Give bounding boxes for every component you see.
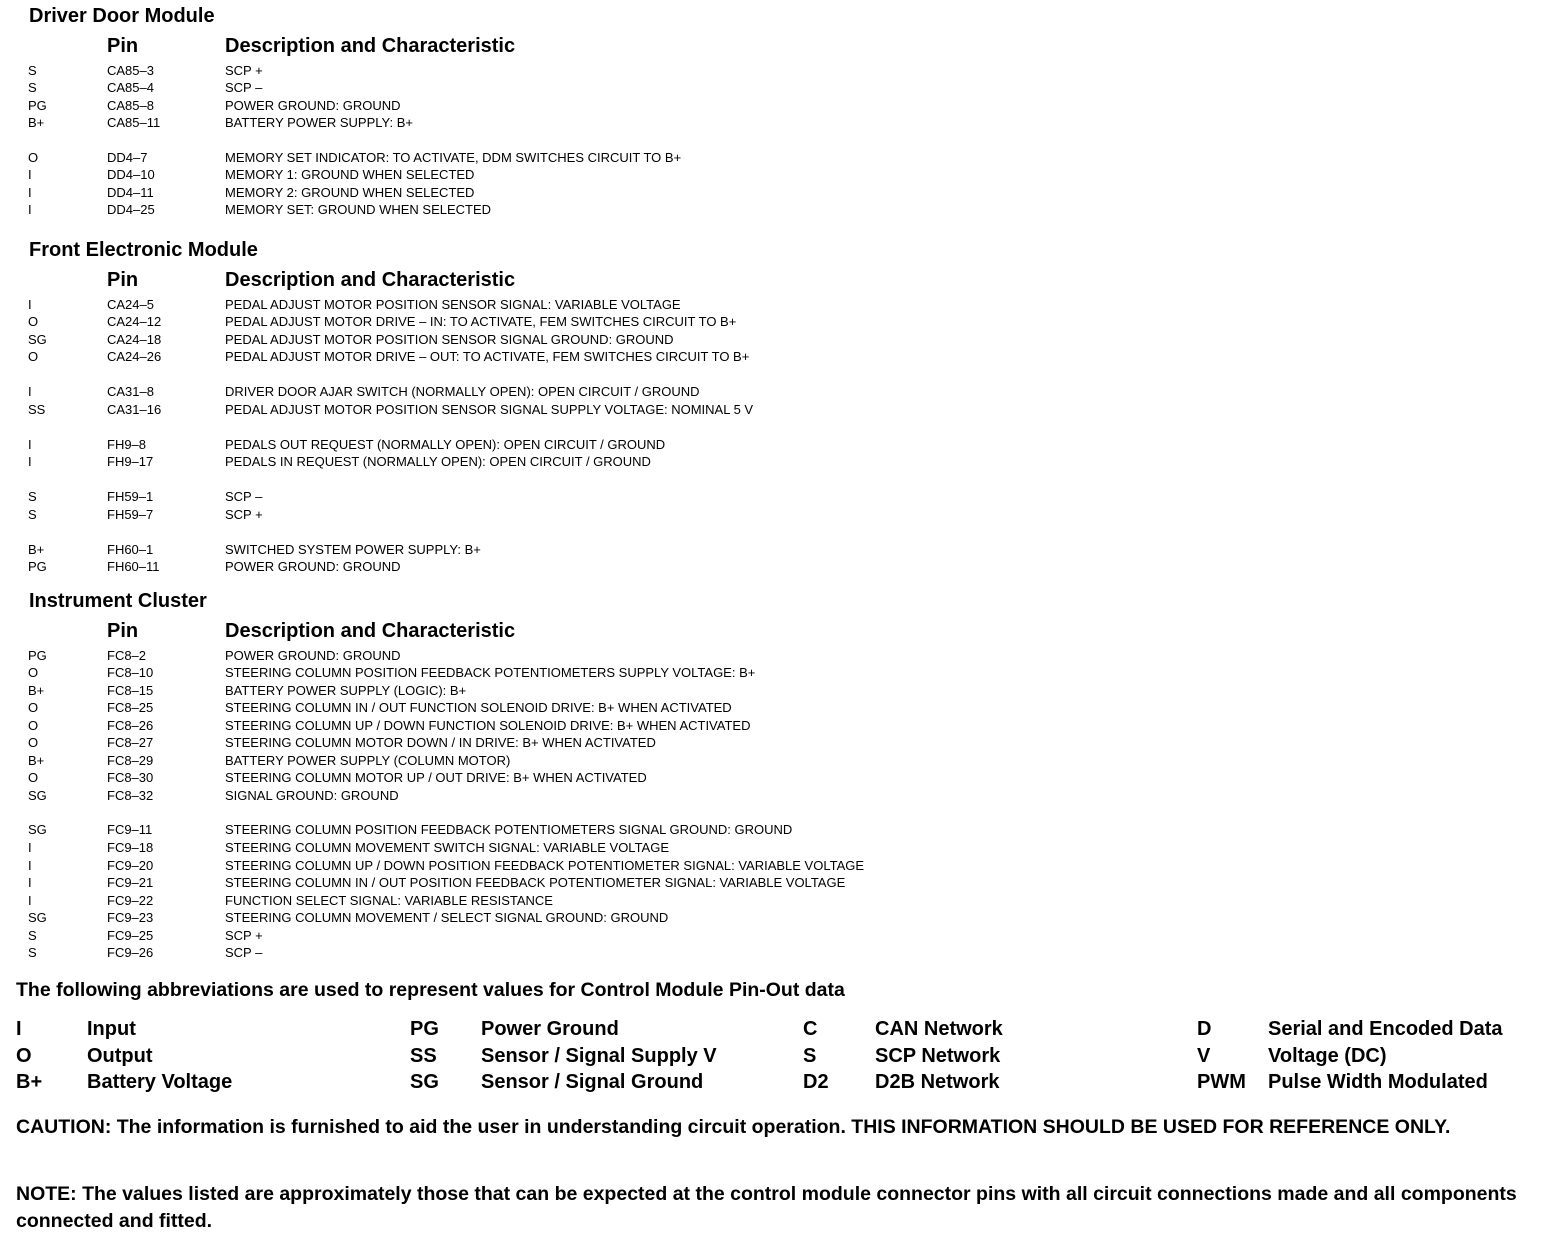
pin-id: DD4–7 <box>107 150 148 165</box>
column-header-pin: Pin <box>107 620 139 642</box>
pin-description: STEERING COLUMN POSITION FEEDBACK POTENTIOMETERS SUPPLY VOLTAGE: B+ <box>225 665 756 680</box>
pin-description: POWER GROUND: GROUND <box>225 648 401 663</box>
pin-id: DD4–10 <box>107 167 155 182</box>
caution-text: CAUTION: The information is furnished to aid the user in understanding circuit operation. THIS INFORMATION SHOULD BE USED FOR REFERENCE ONLY. <box>16 1116 1451 1138</box>
pin-id: FC9–22 <box>107 893 154 908</box>
abbreviation-meaning: Pulse Width Modulated <box>1268 1071 1488 1093</box>
pin-description: SCP + <box>225 507 263 522</box>
pin-id: CA85–8 <box>107 98 154 113</box>
abbreviation-meaning: Battery Voltage <box>87 1071 233 1093</box>
pin-description: SCP – <box>225 945 263 960</box>
pin-id: FC8–2 <box>107 648 147 663</box>
abbreviation-meaning: Power Ground <box>481 1018 619 1040</box>
pin-type-code: I <box>28 875 32 890</box>
abbreviation-meaning: Input <box>87 1018 136 1040</box>
pin-description: STEERING COLUMN MOTOR DOWN / IN DRIVE: B+ WHEN ACTIVATED <box>225 735 656 750</box>
pin-id: FH9–17 <box>107 454 154 469</box>
abbreviation-code: PWM <box>1197 1071 1246 1093</box>
pin-type-code: O <box>28 735 39 750</box>
pin-type-code: I <box>28 297 32 312</box>
abbreviation-code: SS <box>410 1045 437 1067</box>
pin-description: SCP – <box>225 489 263 504</box>
pin-type-code: I <box>28 202 32 217</box>
pin-type-code: SG <box>28 822 47 837</box>
pin-type-code: B+ <box>28 115 45 130</box>
pin-type-code: B+ <box>28 683 45 698</box>
pin-type-code: I <box>28 893 32 908</box>
pin-description: MEMORY SET: GROUND WHEN SELECTED <box>225 202 492 217</box>
pin-description: SWITCHED SYSTEM POWER SUPPLY: B+ <box>225 542 481 557</box>
abbreviation-meaning: D2B Network <box>875 1071 1000 1093</box>
section-title-instrument-cluster: Instrument Cluster <box>29 590 207 612</box>
pin-type-code: PG <box>28 98 47 113</box>
pin-id: CA24–18 <box>107 332 162 347</box>
pin-type-code: I <box>28 858 32 873</box>
pin-type-code: SG <box>28 910 47 925</box>
pin-type-code: I <box>28 437 32 452</box>
abbreviation-meaning: Serial and Encoded Data <box>1268 1018 1503 1040</box>
pin-description: STEERING COLUMN IN / OUT FUNCTION SOLENOID DRIVE: B+ WHEN ACTIVATED <box>225 700 732 715</box>
pin-id: FC9–23 <box>107 910 154 925</box>
pin-description: PEDAL ADJUST MOTOR POSITION SENSOR SIGNAL SUPPLY VOLTAGE: NOMINAL 5 V <box>225 402 754 417</box>
pin-description: MEMORY SET INDICATOR: TO ACTIVATE, DDM SWITCHES CIRCUIT TO B+ <box>225 150 682 165</box>
pin-id: CA85–4 <box>107 80 154 95</box>
pin-description: STEERING COLUMN MOTOR UP / OUT DRIVE: B+ WHEN ACTIVATED <box>225 770 647 785</box>
pin-description: STEERING COLUMN UP / DOWN POSITION FEEDBACK POTENTIOMETER SIGNAL: VARIABLE VOLTAGE <box>225 858 865 873</box>
pin-type-code: PG <box>28 559 47 574</box>
pin-type-code: PG <box>28 648 47 663</box>
abbreviation-meaning: CAN Network <box>875 1018 1003 1040</box>
pin-id: CA24–26 <box>107 349 162 364</box>
pin-type-code: O <box>28 700 39 715</box>
pin-description: POWER GROUND: GROUND <box>225 98 401 113</box>
abbreviation-code: S <box>803 1045 817 1067</box>
pin-type-code: SG <box>28 788 47 803</box>
pin-id: CA85–3 <box>107 63 154 78</box>
pin-type-code: S <box>28 63 37 78</box>
pin-description: PEDALS OUT REQUEST (NORMALLY OPEN): OPEN CIRCUIT / GROUND <box>225 437 666 452</box>
pin-type-code: S <box>28 945 37 960</box>
pin-id: CA24–12 <box>107 314 162 329</box>
pin-description: SCP – <box>225 80 263 95</box>
abbreviation-meaning: SCP Network <box>875 1045 1001 1067</box>
pin-type-code: I <box>28 167 32 182</box>
pin-id: CA31–16 <box>107 402 162 417</box>
column-header-description: Description and Characteristic <box>225 620 516 642</box>
pin-id: FH60–1 <box>107 542 154 557</box>
pin-description: STEERING COLUMN MOVEMENT / SELECT SIGNAL GROUND: GROUND <box>225 910 669 925</box>
pin-description: SCP + <box>225 63 263 78</box>
pin-id: FC8–30 <box>107 770 154 785</box>
pin-id: FC9–25 <box>107 928 154 943</box>
pin-id: FC8–27 <box>107 735 154 750</box>
pin-description: PEDALS IN REQUEST (NORMALLY OPEN): OPEN CIRCUIT / GROUND <box>225 454 651 469</box>
pin-id: CA85–11 <box>107 115 161 130</box>
pin-type-code: S <box>28 489 37 504</box>
abbreviation-code: O <box>16 1045 32 1067</box>
pin-type-code: B+ <box>28 542 45 557</box>
section-title-driver-door-module: Driver Door Module <box>29 5 215 27</box>
pin-type-code: O <box>28 770 39 785</box>
abbreviation-meaning: Sensor / Signal Ground <box>481 1071 704 1093</box>
pin-id: FC8–26 <box>107 718 154 733</box>
pin-description: POWER GROUND: GROUND <box>225 559 401 574</box>
pin-type-code: I <box>28 454 32 469</box>
pin-type-code: I <box>28 185 32 200</box>
abbreviation-code: B+ <box>16 1071 43 1093</box>
column-header-description: Description and Characteristic <box>225 35 516 57</box>
abbreviation-meaning: Voltage (DC) <box>1268 1045 1387 1067</box>
pin-type-code: S <box>28 80 37 95</box>
pin-description: PEDAL ADJUST MOTOR DRIVE – OUT: TO ACTIVATE, FEM SWITCHES CIRCUIT TO B+ <box>225 349 750 364</box>
pin-id: FH59–1 <box>107 489 154 504</box>
pin-description: BATTERY POWER SUPPLY: B+ <box>225 115 413 130</box>
pin-description: SCP + <box>225 928 263 943</box>
pin-description: DRIVER DOOR AJAR SWITCH (NORMALLY OPEN): OPEN CIRCUIT / GROUND <box>225 384 700 399</box>
abbreviations-intro: The following abbreviations are used to represent values for Control Module Pin-Out data <box>16 979 845 1001</box>
pin-type-code: S <box>28 928 37 943</box>
pin-description: STEERING COLUMN UP / DOWN FUNCTION SOLENOID DRIVE: B+ WHEN ACTIVATED <box>225 718 751 733</box>
pin-type-code: O <box>28 665 39 680</box>
pin-type-code: O <box>28 150 39 165</box>
pin-description: MEMORY 1: GROUND WHEN SELECTED <box>225 167 475 182</box>
abbreviation-code: D <box>1197 1018 1212 1040</box>
pin-description: FUNCTION SELECT SIGNAL: VARIABLE RESISTANCE <box>225 893 553 908</box>
note-text: NOTE: The values listed are approximately those that can be expected at the control module connector pins with all circuit connections made and all components connected and fitted. <box>16 1183 1517 1232</box>
pin-id: FC8–29 <box>107 753 154 768</box>
pin-description: PEDAL ADJUST MOTOR DRIVE – IN: TO ACTIVATE, FEM SWITCHES CIRCUIT TO B+ <box>225 314 737 329</box>
pin-description: BATTERY POWER SUPPLY (LOGIC): B+ <box>225 683 467 698</box>
pin-id: DD4–11 <box>107 185 154 200</box>
pin-id: DD4–25 <box>107 202 155 217</box>
pin-description: SIGNAL GROUND: GROUND <box>225 788 399 803</box>
pin-type-code: I <box>28 840 32 855</box>
pin-id: FC8–10 <box>107 665 154 680</box>
pin-id: CA31–8 <box>107 384 154 399</box>
abbreviation-code: C <box>803 1018 818 1040</box>
pin-id: FC9–18 <box>107 840 154 855</box>
abbreviation-meaning: Output <box>87 1045 153 1067</box>
pin-type-code: O <box>28 718 39 733</box>
pin-description: STEERING COLUMN MOVEMENT SWITCH SIGNAL: VARIABLE VOLTAGE <box>225 840 669 855</box>
pin-id: CA24–5 <box>107 297 154 312</box>
pin-id: FC9–21 <box>107 875 154 890</box>
pin-type-code: SS <box>28 402 46 417</box>
pin-id: FH59–7 <box>107 507 154 522</box>
pin-description: PEDAL ADJUST MOTOR POSITION SENSOR SIGNAL GROUND: GROUND <box>225 332 674 347</box>
column-header-pin: Pin <box>107 269 139 291</box>
pin-description: STEERING COLUMN IN / OUT POSITION FEEDBACK POTENTIOMETER SIGNAL: VARIABLE VOLTAGE <box>225 875 846 890</box>
pin-id: FC8–25 <box>107 700 154 715</box>
pin-id: FH60–11 <box>107 559 160 574</box>
pin-id: FH9–8 <box>107 437 147 452</box>
pin-id: FC8–15 <box>107 683 154 698</box>
abbreviation-code: PG <box>410 1018 439 1040</box>
pin-description: MEMORY 2: GROUND WHEN SELECTED <box>225 185 475 200</box>
pin-type-code: O <box>28 349 39 364</box>
pin-description: PEDAL ADJUST MOTOR POSITION SENSOR SIGNAL: VARIABLE VOLTAGE <box>225 297 681 312</box>
column-header-description: Description and Characteristic <box>225 269 516 291</box>
pin-type-code: SG <box>28 332 47 347</box>
pin-id: FC9–20 <box>107 858 154 873</box>
pin-id: FC8–32 <box>107 788 154 803</box>
pin-type-code: O <box>28 314 39 329</box>
column-header-pin: Pin <box>107 35 139 57</box>
pin-description: BATTERY POWER SUPPLY (COLUMN MOTOR) <box>225 753 511 768</box>
abbreviation-code: D2 <box>803 1071 829 1093</box>
pin-description: STEERING COLUMN POSITION FEEDBACK POTENTIOMETERS SIGNAL GROUND: GROUND <box>225 822 793 837</box>
abbreviation-meaning: Sensor / Signal Supply V <box>481 1045 717 1067</box>
abbreviation-code: SG <box>410 1071 439 1093</box>
pin-id: FC9–11 <box>107 822 153 837</box>
abbreviation-code: V <box>1197 1045 1211 1067</box>
section-title-front-electronic-module: Front Electronic Module <box>29 239 258 261</box>
pin-id: FC9–26 <box>107 945 154 960</box>
pin-type-code: I <box>28 384 32 399</box>
pin-type-code: B+ <box>28 753 45 768</box>
abbreviation-code: I <box>16 1018 22 1040</box>
pin-type-code: S <box>28 507 37 522</box>
